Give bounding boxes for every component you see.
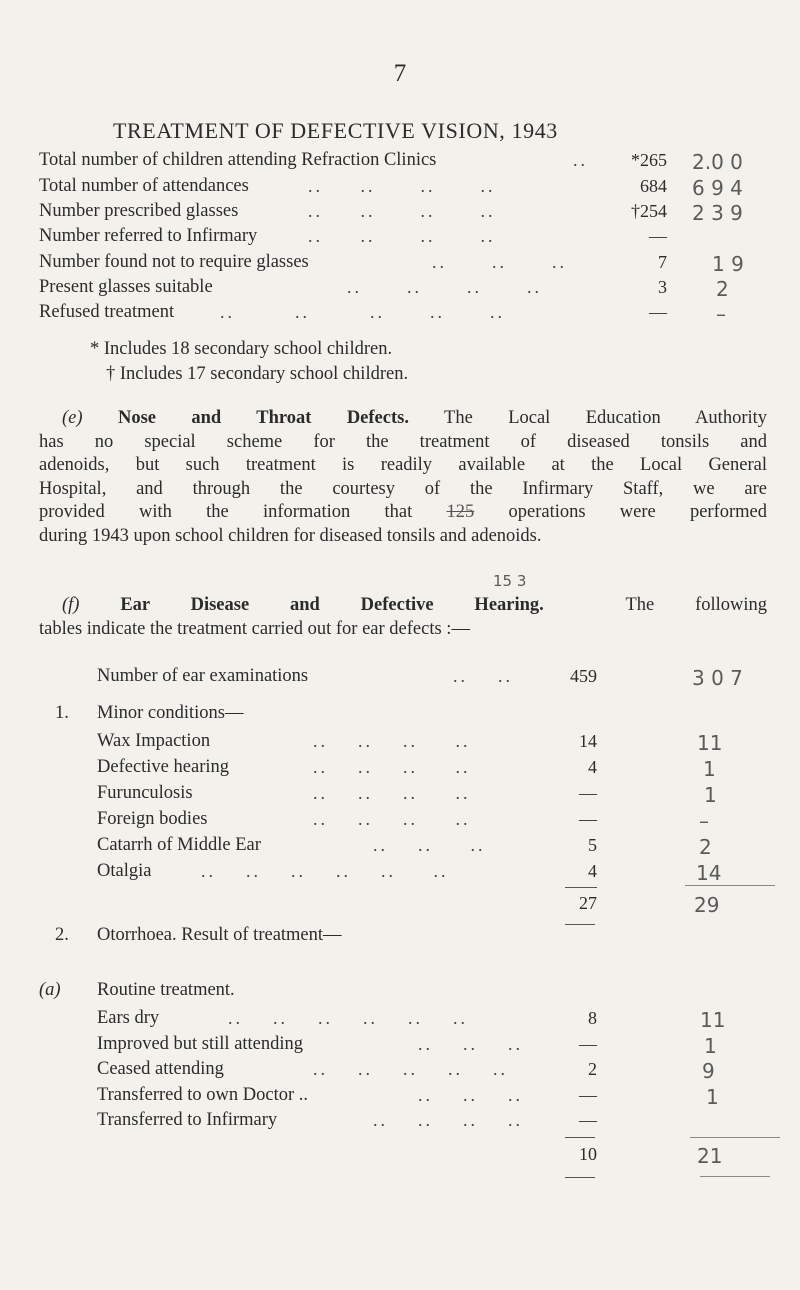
- leader-dots: .. .. .. ..: [308, 226, 496, 246]
- total-rule: [565, 887, 597, 888]
- paragraph-line: adenoids, but such treatment is readily available at the Local General: [39, 455, 767, 475]
- row-value: —: [579, 1034, 597, 1054]
- handwritten-note: 11: [697, 731, 723, 755]
- leader-dots: .. .. .. .. ..: [313, 1059, 508, 1079]
- text-run: The Local Education Authority: [444, 408, 768, 428]
- section-marker: (f): [62, 595, 80, 615]
- row-label: Present glasses suitable: [39, 277, 213, 297]
- text-run: provided with the information that: [39, 502, 413, 522]
- handwritten-note: 2.0 0: [692, 150, 743, 174]
- handwritten-note: 9: [702, 1059, 715, 1083]
- handwritten-note: 1 9: [712, 252, 744, 276]
- row-value: —: [649, 226, 667, 246]
- leader-dots: .. .. .. ..: [313, 757, 471, 777]
- paragraph-line: [39, 407, 767, 431]
- row-value: 3: [658, 277, 667, 297]
- paragraph-line: [39, 594, 767, 618]
- leader-dots: .. .. .. ..: [308, 201, 496, 221]
- footnote-asterisk: * Includes 18 secondary school children.: [90, 339, 393, 359]
- text-run: operations were performed: [508, 502, 767, 522]
- struck-number: 125: [446, 502, 475, 522]
- page-number: 7: [393, 60, 407, 87]
- row-label: Foreign bodies: [97, 809, 208, 829]
- handwritten-note: 21: [697, 1144, 723, 1168]
- row-value: 7: [658, 252, 667, 272]
- handwritten-note: –: [716, 302, 726, 326]
- handwritten-note: 29: [694, 893, 720, 917]
- handwritten-note: 11: [700, 1008, 726, 1032]
- leader-dots: .. .. .. .. .. ..: [228, 1008, 468, 1028]
- handwritten-rule: [700, 1176, 770, 1177]
- row-value: *265: [631, 150, 667, 170]
- handwritten-note: 3 0 7: [692, 666, 743, 690]
- total-rule: [565, 1177, 595, 1178]
- minor-conditions-heading: Minor conditions—: [97, 703, 244, 723]
- item-number: 2.: [55, 925, 69, 945]
- row-value: 684: [640, 176, 667, 196]
- row-label: Number prescribed glasses: [39, 201, 239, 221]
- row-label: Ceased attending: [97, 1059, 224, 1079]
- handwritten-note: 15 3: [493, 572, 527, 590]
- handwritten-note: 2 3 9: [692, 201, 743, 225]
- row-label: Catarrh of Middle Ear: [97, 835, 261, 855]
- row-value: —: [579, 1110, 597, 1130]
- paragraph-line: Hospital, and through the courtesy of the Infirmary Staff, we are: [39, 478, 767, 499]
- row-label: Total number of attendances: [39, 176, 249, 196]
- row-label: Number found not to require glasses: [39, 252, 309, 272]
- paragraph-line: [39, 501, 767, 525]
- total-rule: [565, 924, 595, 925]
- leader-dots: .. .. ..: [373, 835, 486, 855]
- item-number: 1.: [55, 703, 69, 723]
- row-value: —: [579, 809, 597, 829]
- leader-dots: .. .. .. ..: [347, 277, 542, 297]
- handwritten-note: 1: [703, 757, 716, 781]
- leader-dots: .. .. .. ..: [313, 783, 471, 803]
- row-label: Furunculosis: [97, 783, 193, 803]
- row-value: 8: [588, 1008, 597, 1028]
- row-label: Improved but still attending: [97, 1034, 304, 1054]
- row-value: 4: [588, 757, 597, 777]
- row-label: Total number of children attending Refraction Clinics: [39, 150, 437, 170]
- handwritten-note: –: [699, 809, 709, 833]
- handwritten-rule: [690, 1137, 780, 1138]
- leader-dots: .. .. ..: [418, 1034, 523, 1054]
- paragraph-line: during 1943 upon school children for diseased tonsils and adenoids.: [39, 525, 542, 546]
- ear-paragraph: [39, 594, 767, 641]
- routine-total: 10: [579, 1144, 597, 1164]
- row-value: 4: [588, 861, 597, 881]
- row-label: Number referred to Infirmary: [39, 226, 258, 246]
- leader-dots: .. .. .. ..: [313, 731, 471, 751]
- row-value: 459: [570, 666, 597, 686]
- row-value: —: [579, 1085, 597, 1105]
- footnote-dagger: † Includes 17 secondary school children.: [106, 364, 409, 384]
- leader-dots: .. .. .. ..: [373, 1110, 523, 1130]
- leader-dots: .. .. .. .. ..: [220, 302, 505, 322]
- leader-dots: ..: [573, 150, 588, 170]
- paragraph-line: has no special scheme for the treatment of diseased tonsils and: [39, 431, 767, 452]
- leader-dots: .. .. .. .. .. ..: [201, 861, 449, 881]
- row-value: —: [579, 783, 597, 803]
- row-label: Otalgia: [97, 861, 152, 881]
- minor-total: 27: [579, 893, 597, 913]
- row-value: 5: [588, 835, 597, 855]
- row-label: Defective hearing: [97, 757, 229, 777]
- routine-treatment-heading: Routine treatment.: [97, 980, 235, 1000]
- nose-throat-paragraph: [39, 407, 767, 548]
- handwritten-note: 2: [716, 277, 729, 301]
- leader-dots: .. ..: [453, 666, 513, 686]
- total-rule: [565, 1137, 595, 1138]
- handwritten-note: 2: [699, 835, 712, 859]
- leader-dots: .. .. ..: [418, 1085, 523, 1105]
- row-label: Wax Impaction: [97, 731, 211, 751]
- row-value: †254: [631, 201, 667, 221]
- handwritten-note: 6 9 4: [692, 176, 743, 200]
- leader-dots: .. .. ..: [432, 252, 567, 272]
- sub-marker: (a): [39, 980, 61, 1000]
- handwritten-note: 1: [704, 783, 717, 807]
- row-value: 2: [588, 1059, 597, 1079]
- row-label: Refused treatment: [39, 302, 175, 322]
- otorrhoea-heading: Otorrhoea. Result of treatment—: [97, 925, 342, 945]
- section-heading: Ear Disease and Defective Hearing.: [120, 595, 544, 615]
- row-label: Ears dry: [97, 1008, 160, 1028]
- section-heading: Nose and Throat Defects.: [117, 408, 409, 428]
- paragraph-line: tables indicate the treatment carried out for ear defects :—: [39, 618, 470, 639]
- handwritten-note: 1: [704, 1034, 717, 1058]
- row-label: Transferred to own Doctor ..: [97, 1085, 308, 1105]
- section-marker: (e): [62, 408, 83, 428]
- row-value: 14: [579, 731, 597, 751]
- handwritten-rule: [685, 885, 775, 886]
- row-label: Transferred to Infirmary: [97, 1110, 278, 1130]
- handwritten-note: 1: [706, 1085, 719, 1109]
- handwritten-note: 14: [696, 861, 722, 885]
- text-run: The following: [625, 595, 768, 615]
- row-value: —: [649, 302, 667, 322]
- row-label: Number of ear examinations: [97, 666, 309, 686]
- vision-table-title: TREATMENT OF DEFECTIVE VISION, 1943: [113, 118, 558, 143]
- leader-dots: .. .. .. ..: [308, 176, 496, 196]
- leader-dots: .. .. .. ..: [313, 809, 471, 829]
